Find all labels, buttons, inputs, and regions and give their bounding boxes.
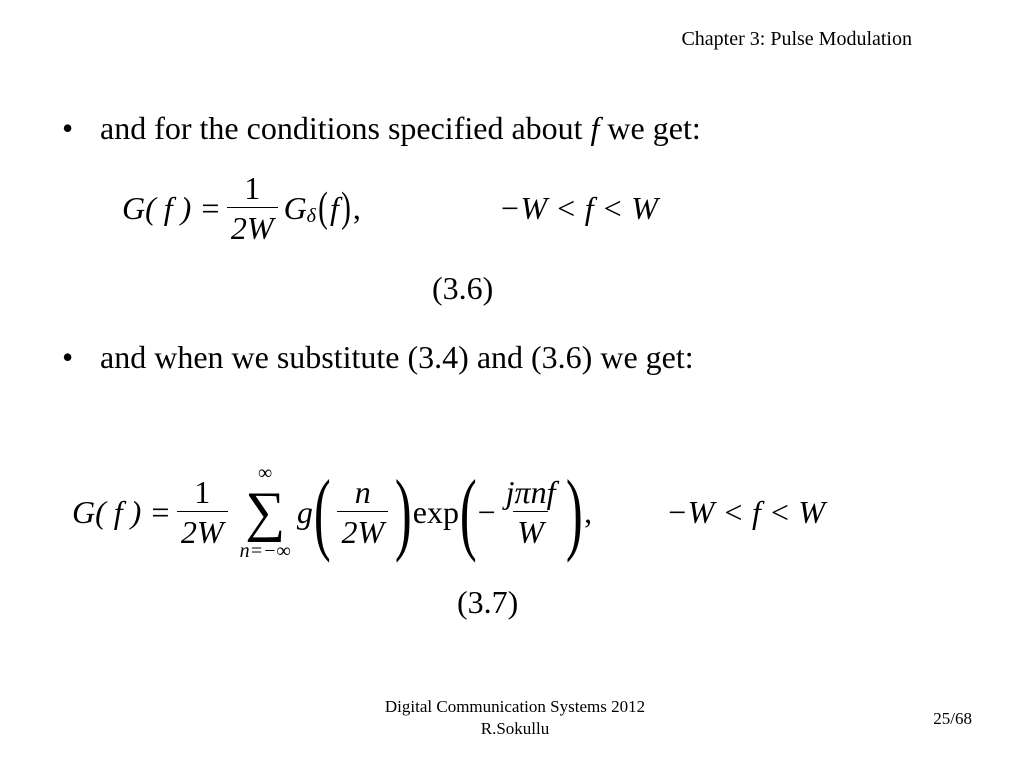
eq1-close-paren: ) [340, 185, 351, 231]
eq2-fraction [177, 476, 228, 548]
bullet-2-text: and when we substitute (3.4) and (3.6) we get: [100, 339, 694, 375]
eq2-exp-den: W [513, 511, 548, 548]
footer-author: R.Sokullu [480, 719, 550, 738]
eq1-lhs: G( f ) = [122, 190, 221, 226]
eq2-arg-den: 2W [337, 511, 388, 548]
equation-number-3-7: (3.7) [457, 584, 519, 620]
eq1-open-paren: ( [318, 185, 328, 231]
eq2-arg-fraction [337, 476, 388, 548]
eq2-frac-num: 1 [194, 474, 211, 510]
eq2-close-paren-1: ) [395, 461, 412, 563]
footer [355, 696, 675, 740]
eq2-sum-lower: n=−∞ [239, 540, 291, 562]
eq2-exp-fraction [502, 476, 560, 548]
eq2-exp-num: jπnf [505, 474, 556, 510]
bullet-dot: • [62, 339, 74, 375]
eq1-arg: f [329, 190, 339, 226]
chapter-title: Chapter 3: Pulse Modulation [681, 28, 912, 50]
bullet-dot: • [62, 110, 74, 146]
eq2-minus: − [477, 494, 496, 530]
equation-3-6 [122, 166, 658, 250]
eq2-g: g [296, 494, 313, 530]
eq2-exp: exp [412, 494, 459, 530]
equation-number-3-6: (3.6) [432, 270, 494, 306]
eq2-open-paren-2: ( [459, 461, 477, 563]
equation-3-7 [72, 457, 825, 567]
eq2-condition: −W < f < W [666, 494, 826, 530]
eq1-condition: −W < f < W [498, 190, 658, 226]
eq1-frac-num: 1 [244, 170, 261, 206]
bullet-1-italic-var: f [590, 110, 600, 146]
eq1-fraction [227, 172, 278, 244]
eq1-frac-den: 2W [227, 207, 278, 244]
bullet-1 [62, 108, 701, 148]
eq2-close-paren-2: ) [566, 461, 584, 563]
sigma-symbol: ∑ [245, 481, 286, 543]
page-number: 25/68 [933, 709, 972, 728]
eq2-lhs: G( f ) = [72, 494, 171, 530]
bullet-1-text-before: and for the conditions specified about [100, 110, 591, 146]
eq1-comma: , [352, 190, 361, 226]
footer-course: Digital Communication Systems 2012 [384, 697, 646, 716]
eq2-arg-num: n [354, 474, 371, 510]
eq2-sum-upper: ∞ [258, 462, 273, 484]
eq1-term-sub: δ [306, 205, 316, 227]
eq1-term: G [283, 190, 307, 226]
eq2-frac-den: 2W [177, 511, 228, 548]
bullet-2 [62, 337, 694, 377]
eq2-open-paren-1: ( [313, 461, 331, 563]
bullet-1-text-after: we get: [599, 110, 701, 146]
eq2-comma: , [584, 494, 593, 530]
eq2-summation [240, 462, 291, 562]
